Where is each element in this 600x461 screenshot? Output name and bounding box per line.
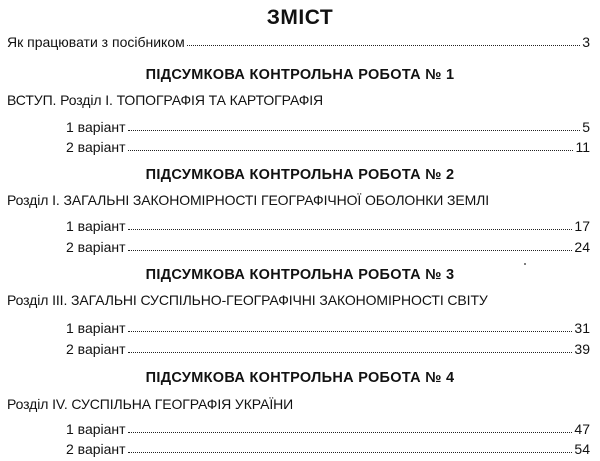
page-title: ЗМІСТ [266, 6, 334, 29]
section-title-3: Розділ ІІІ. ЗАГАЛЬНІ СУСПІЛЬНО-ГЕОГРАФІЧНІ ЗАКОНОМІРНОСТІ СВІТУ [7, 292, 488, 308]
toc-entry-label: Як працювати з посібником [7, 34, 185, 50]
print-speck [524, 263, 526, 265]
toc-entry-label: 2 варіант [66, 239, 126, 255]
toc-entry-label: 1 варіант [66, 218, 126, 234]
toc-entry-intro[interactable] [7, 34, 590, 50]
dot-leader [128, 330, 573, 332]
toc-entry-label: 2 варіант [66, 139, 126, 155]
dot-leader [128, 149, 574, 151]
work-heading-4: ПІДСУМКОВА КОНТРОЛЬНА РОБОТА № 4 [145, 370, 455, 386]
toc-page-number: 54 [574, 441, 590, 457]
toc-entry-work1-variant2[interactable] [66, 139, 590, 155]
toc-page-number: 31 [574, 320, 590, 336]
dot-leader [128, 351, 573, 353]
section-title-1: ВСТУП. Розділ І. ТОПОГРАФІЯ ТА КАРТОГРАФІЯ [7, 92, 324, 108]
toc-page-number: 47 [574, 421, 590, 437]
toc-entry-label: 2 варіант [66, 441, 126, 457]
work-heading-2: ПІДСУМКОВА КОНТРОЛЬНА РОБОТА № 2 [145, 167, 455, 183]
toc-page-number: 11 [575, 139, 590, 155]
toc-entry-label: 1 варіант [66, 421, 126, 437]
toc-page-number: 39 [574, 341, 590, 357]
toc-entry-work4-variant2[interactable] [66, 441, 590, 457]
section-title-2: Розділ І. ЗАГАЛЬНІ ЗАКОНОМІРНОСТІ ГЕОГРАФІЧНОЇ ОБОЛОНКИ ЗЕМЛІ [7, 192, 490, 208]
toc-entry-work2-variant2[interactable] [66, 239, 590, 255]
toc-entry-work1-variant1[interactable] [66, 119, 590, 135]
toc-entry-work4-variant1[interactable] [66, 421, 590, 437]
toc-page-number: 5 [582, 119, 590, 135]
dot-leader [128, 129, 581, 131]
work-heading-3: ПІДСУМКОВА КОНТРОЛЬНА РОБОТА № 3 [145, 267, 455, 283]
dot-leader [128, 451, 573, 453]
section-title-4: Розділ IV. СУСПІЛЬНА ГЕОГРАФІЯ УКРАЇНИ [7, 396, 294, 412]
toc-entry-work3-variant1[interactable] [66, 320, 590, 336]
dot-leader [187, 44, 580, 46]
toc-entry-work2-variant1[interactable] [66, 218, 590, 234]
dot-leader [128, 431, 573, 433]
toc-entry-label: 1 варіант [66, 119, 126, 135]
toc-entry-label: 1 варіант [66, 320, 126, 336]
toc-entry-work3-variant2[interactable] [66, 341, 590, 357]
toc-page-number: 17 [574, 218, 590, 234]
dot-leader [128, 228, 573, 230]
toc-entry-label: 2 варіант [66, 341, 126, 357]
toc-page-number: 24 [574, 239, 590, 255]
toc-page-number: 3 [582, 34, 590, 50]
dot-leader [128, 249, 573, 251]
work-heading-1: ПІДСУМКОВА КОНТРОЛЬНА РОБОТА № 1 [145, 67, 455, 83]
